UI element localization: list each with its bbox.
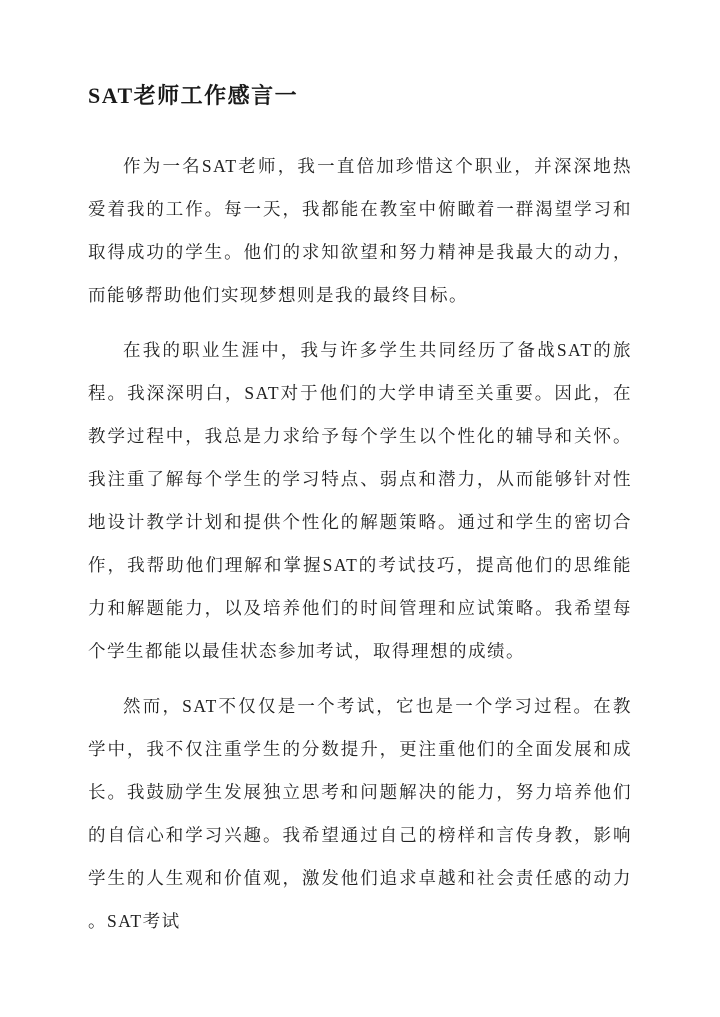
paragraph: 作为一名SAT老师，我一直倍加珍惜这个职业，并深深地热爱着我的工作。每一天，我都能在教室中俯瞰着一群渴望学习和取得成功的学生。他们的求知欲望和努力精神是我最大的动力，而能够帮助他们实现梦想则是我的最终目标。 xyxy=(88,156,632,305)
paragraph: 然而，SAT不仅仅是一个考试，它也是一个学习过程。在教学中，我不仅注重学生的分数提升，更注重他们的全面发展和成长。我鼓励学生发展独立思考和问题解决的能力，努力培养他们的自信心和学习兴趣。我希望通过自己的榜样和言传身教，影响学生的人生观和价值观，激发他们追求卓越和社会责任感的动力。SAT考试 xyxy=(88,696,632,931)
document-body xyxy=(88,145,632,943)
paragraph: 在我的职业生涯中，我与许多学生共同经历了备战SAT的旅程。我深深明白，SAT对于他们的大学申请至关重要。因此，在教学过程中，我总是力求给予每个学生以个性化的辅导和关怀。我注重了解每个学生的学习特点、弱点和潜力，从而能够针对性地设计教学计划和提供个性化的解题策略。通过和学生的密切合作，我帮助他们理解和掌握SAT的考试技巧，提高他们的思维能力和解题能力，以及培养他们的时间管理和应试策略。我希望每个学生都能以最佳状态参加考试，取得理想的成绩。 xyxy=(88,340,632,661)
document-title: SAT老师工作感言一 xyxy=(88,83,299,108)
